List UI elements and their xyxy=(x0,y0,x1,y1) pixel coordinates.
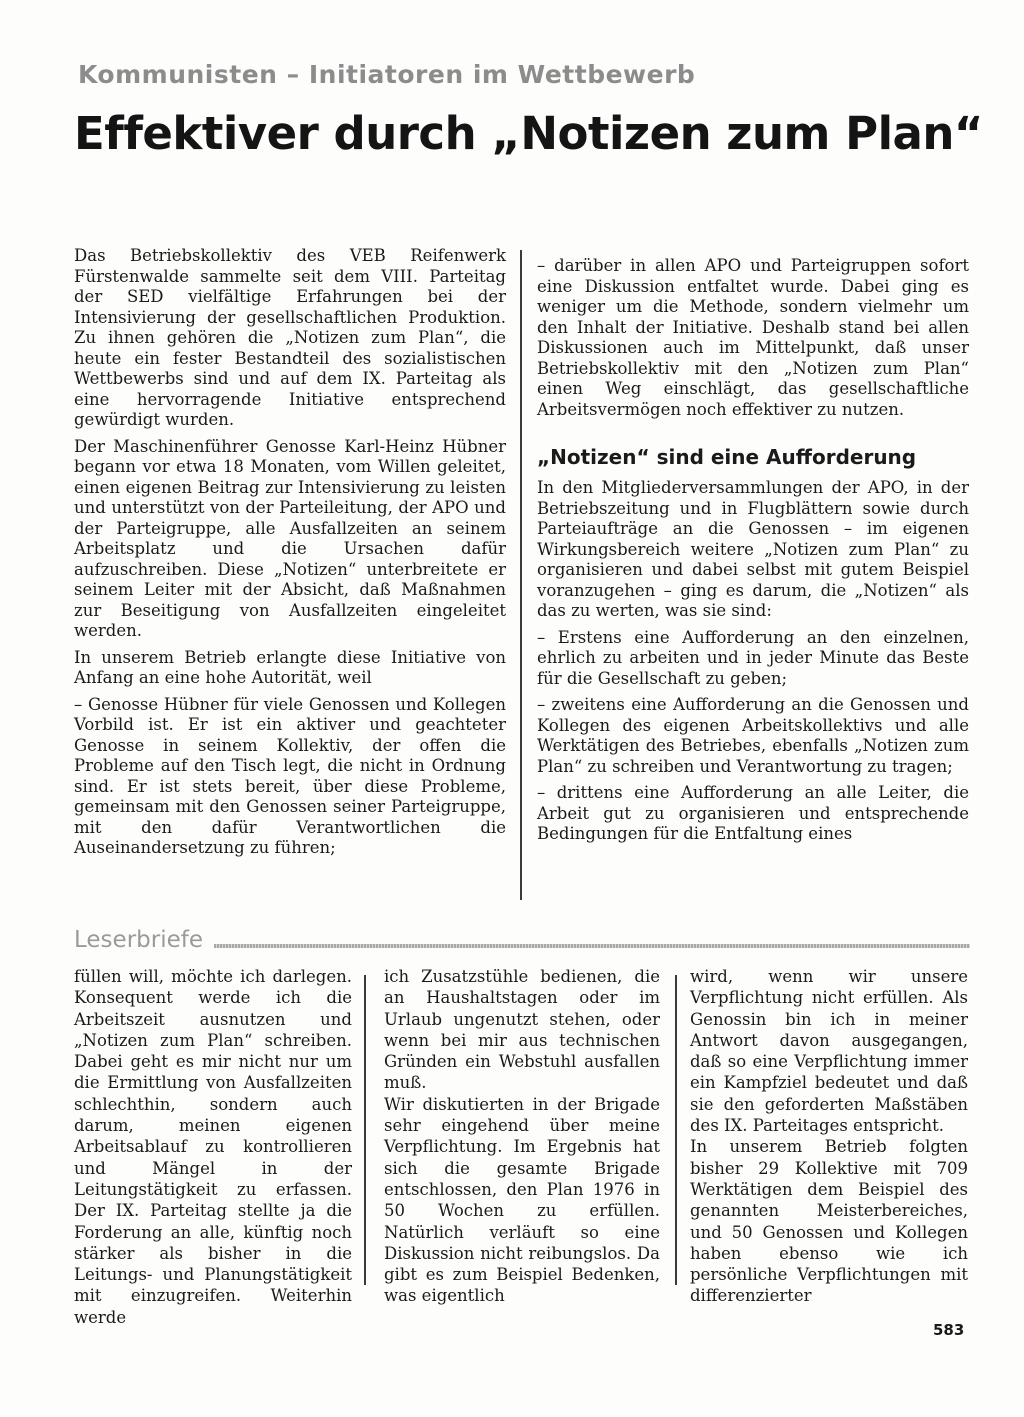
letters-paragraph: wird, wenn wir unsere Verpflichtung nicht erfüllen. Als Genossin bin ich in meiner Antwort davon ausgegangen, daß so eine Verpflichtung immer ein Kampfziel bedeutet und daß sie den geforderten Maßstäben des IX. Parteitages entspricht. xyxy=(690,967,968,1136)
column-divider xyxy=(520,250,522,900)
page-number: 583 xyxy=(933,1321,965,1339)
article-column-2 xyxy=(537,256,969,851)
article-paragraph: Der Maschinenführer Genosse Karl-Heinz Hübner begann vor etwa 18 Monaten, vom Willen geleitet, einen eigenen Beitrag zur Intensivierung zu leisten und unterstützt von der Parteileitung, der APO und der Parteigruppe, alle Ausfallzeiten an seinem Arbeitsplatz und die Ursachen dafür aufzuschreiben. Diese „Notizen“ unterbreitete er seinem Leiter mit der Absicht, daß Maßnahmen zur Beseitigung von Ausfallzeiten eingeleitet werden. xyxy=(74,436,506,640)
article-paragraph: In unserem Betrieb erlangte diese Initiative von Anfang an eine hohe Autorität, weil xyxy=(74,647,506,687)
letters-paragraph: ich Zusatzstühle bedienen, die an Haushaltstagen oder im Urlaub ungenutzt stehen, oder wenn bei mir aus technischen Gründen ein Webstuhl ausfallen muß. xyxy=(384,967,660,1093)
article-paragraph: Das Betriebskollektiv des VEB Reifenwerk Fürstenwalde sammelte seit dem VIII. Parteitag der SED vielfältige Erfahrungen bei der Intensivierung der gesellschaftlichen Produktion. Zu ihnen gehören die „Notizen zum Plan“, die heute ein fester Bestandteil des sozialistischen Wettbewerbs sind und auf dem IX. Parteitag als eine hervorragende Initiative entsprechend gewürdigt wurden. xyxy=(74,246,506,429)
letters-paragraph: Wir diskutierten in der Brigade sehr eingehend über meine Verpflichtung. Im Ergebnis hat sich die gesamte Brigade entschlossen, den Plan 1976 in 50 Wochen zu erfüllen. Natürlich verläuft so eine Diskussion nicht reibungslos. Da gibt es zum Beispiel Bedenken, was eigentlich xyxy=(384,1094,660,1306)
letters-column-1 xyxy=(74,966,352,1328)
subheading: „Notizen“ sind eine Aufforderung xyxy=(537,445,917,469)
column-divider xyxy=(675,975,677,1285)
article-column-1 xyxy=(74,246,506,865)
article-paragraph: – zweitens eine Aufforderung an die Genossen und Kollegen des eigenen Arbeitskollektivs und alle Werktätigen des Betriebes, ebenfalls „Notizen zum Plan“ zu schreiben und Verantwortung zu tragen; xyxy=(537,695,969,776)
letters-column-3 xyxy=(690,966,968,1307)
article-paragraph: – Genosse Hübner für viele Genossen und Kollegen Vorbild ist. Er ist ein aktiver und geachteter Genosse in seinem Kollektiv, der offen die Probleme auf den Tisch legt, die nicht in Ordnung sind. Er ist stets bereit, über diese Probleme, gemeinsam mit den Genossen seiner Parteigruppe, mit den dafür Verantwortlichen die Auseinandersetzung zu führen; xyxy=(74,694,506,857)
kicker: Kommunisten – Initiatoren im Wettbewerb xyxy=(78,60,696,89)
headline: Effektiver durch „Notizen zum Plan“ xyxy=(74,107,983,160)
section-rule xyxy=(214,944,970,948)
section-label: Leserbriefe xyxy=(74,927,203,953)
column-divider xyxy=(364,975,366,1285)
article-paragraph: – drittens eine Aufforderung an alle Leiter, die Arbeit gut zu organisieren und entsprechende Bedingungen für die Entfaltung eines xyxy=(537,783,969,843)
letters-paragraph: füllen will, möchte ich darlegen. Konsequent werde ich die Arbeitszeit ausnutzen und „Notizen zum Plan“ schreiben. Dabei geht es mir nicht nur um die Ermittlung von Ausfallzeiten schlechthin, sondern auch darum, meinen eigenen Arbeitsablauf zu kontrollieren und Mängel in der Leitungstätigkeit zu erfassen. Der IX. Parteitag stellte ja die Forderung an alle, künftig noch stärker als bisher in die Leitungs- und Planungstätigkeit mit einzugreifen. Weiterhin werde xyxy=(74,967,352,1327)
article-paragraph: – darüber in allen APO und Parteigruppen sofort eine Diskussion entfaltet wurde. Dabei ging es weniger um die Methode, sondern vielmehr um den Inhalt der Initiative. Deshalb stand bei allen Diskussionen auch im Mittelpunkt, daß unser Betriebskollektiv mit den „Notizen zum Plan“ einen Weg einschlägt, das gesellschaftliche Arbeitsvermögen noch effektiver zu nutzen. xyxy=(537,256,969,419)
letters-column-2 xyxy=(384,966,660,1307)
article-paragraph: In den Mitgliederversammlungen der APO, in der Betriebszeitung und in Flugblättern sowie durch Parteiaufträge an die Genossen – im eigenen Wirkungsbereich weitere „Notizen zum Plan“ zu organisieren und dabei selbst mit gutem Beispiel voranzugehen – ging es darum, die „Notizen“ als das zu werten, was sie sind: xyxy=(537,478,969,620)
letters-paragraph: In unserem Betrieb folgten bisher 29 Kollektive mit 709 Werktätigen dem Beispiel des genannten Meisterbereiches, und 50 Genossen und Kollegen haben ebenso wie ich persönliche Verpflichtungen mit differenzierter xyxy=(690,1137,968,1306)
article-paragraph: – Erstens eine Aufforderung an den einzelnen, ehrlich zu arbeiten und in jeder Minute das Beste für die Gesellschaft zu geben; xyxy=(537,627,969,688)
